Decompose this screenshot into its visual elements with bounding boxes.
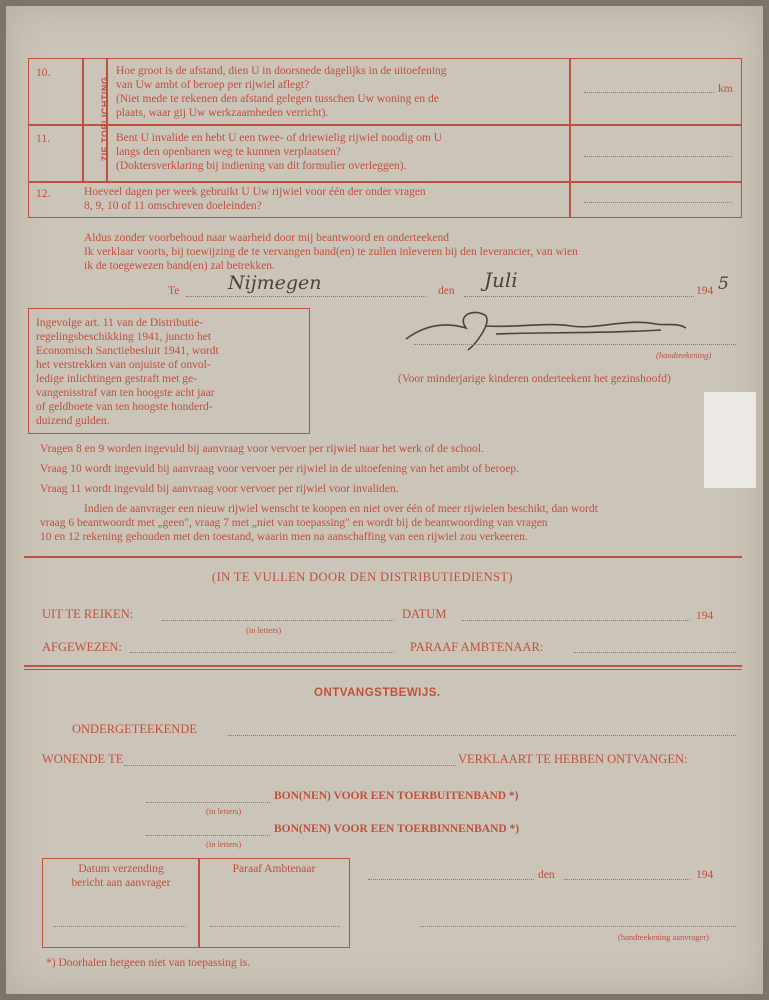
in-letters-caption: (in letters) [206, 839, 242, 849]
question-text: (Niet mede te rekenen den afstand gelegen tusschen Uw woning en de [116, 93, 439, 105]
handwritten-date: Juli [484, 268, 518, 292]
datum-label: DATUM [402, 607, 447, 621]
section-divider [24, 556, 742, 558]
dispatch-date-field[interactable] [54, 926, 186, 927]
signature-graphic [396, 304, 696, 354]
date-field[interactable] [464, 296, 694, 297]
in-letters-caption: (in letters) [246, 625, 282, 635]
receipt-den-label: den [538, 869, 555, 881]
receipt-heading: ONTVANGSTBEWIJS. [314, 687, 441, 699]
penalty-line: ledige inlichtingen gestraft met ge- [36, 373, 197, 385]
office-year: 194 [696, 610, 714, 622]
question-text: langs den openbaren weg te kunnen verplaatsen? [116, 146, 341, 158]
receipt-year: 194 [696, 869, 714, 881]
receipt-signature-field[interactable] [420, 926, 736, 927]
side-label: ZIE TOELICHTING [100, 76, 110, 162]
instruction-line: Vraag 11 wordt ingevuld bij aanvraag voor vervoer per rijwiel voor invaliden. [40, 483, 399, 495]
afgewezen-field[interactable] [130, 652, 394, 653]
dispatch-box-divider [198, 858, 200, 948]
penalty-line: regelingsbeschikking 1941, juncto het [36, 331, 212, 343]
bon-buiten-label: BON(NEN) VOOR EEN TOERBUITENBAND *) [274, 790, 519, 802]
dispatch-col2-header: Paraaf Ambtenaar [232, 863, 316, 875]
question-number: 12. [36, 188, 51, 200]
footnote: *) Doorhalen hetgeen niet van toepassing is. [46, 957, 251, 969]
question-text: Hoeveel dagen per week gebruikt U Uw rijwiel voor één der onder vragen [84, 186, 426, 198]
year-prefix: 194 [696, 285, 714, 297]
table-col-divider-answer [569, 58, 571, 218]
section-divider [24, 669, 742, 670]
in-letters-caption: (in letters) [206, 806, 242, 816]
note-line: vraag 6 beantwoordt met „geen", vraag 7 met „niet van toepassing" en wordt bij de beantwoording van vragen [40, 517, 548, 529]
paraaf-label: PARAAF AMBTENAAR: [410, 640, 544, 654]
dispatch-col1-header: Datum verzending bericht aan aanvrager [71, 863, 171, 889]
minor-note: (Voor minderjarige kinderen onderteekent het gezinshoofd) [398, 373, 671, 385]
declaration-line: Ik verklaar voorts, bij toewijzing de te vervangen band(en) te zullen inleveren bij den leverancier, van wien [84, 246, 578, 258]
declaration-line: Aldus zonder voorbehoud naar waarheid door mij beantwoord en onderteekend [84, 232, 450, 244]
table-row-divider [28, 181, 742, 183]
uit-te-reiken-label: UIT TE REIKEN: [42, 607, 134, 621]
answer-field-distance[interactable] [584, 92, 714, 93]
penalty-line: Economisch Sanctiebesluit 1941, wordt [36, 345, 219, 357]
wonende-te-field[interactable] [124, 765, 456, 766]
question-text: 8, 9, 10 of 11 omschreven doeleinden? [84, 200, 262, 212]
receipt-date-field[interactable] [564, 879, 690, 880]
afgewezen-label: AFGEWEZEN: [42, 640, 122, 654]
den-label: den [438, 285, 455, 297]
question-text: Hoe groot is de afstand, dien U in doorsnede dagelijks in de uitoefening [116, 65, 447, 77]
instruction-line: Vragen 8 en 9 worden ingevuld bij aanvraag voor vervoer per rijwiel naar het werk of de school. [40, 443, 484, 455]
penalty-line: vangenisstraf van ten hoogste acht jaar [36, 387, 215, 399]
bon-binnen-label: BON(NEN) VOOR EEN TOERBINNENBAND *) [274, 823, 520, 835]
signature-caption: (handteekening) [656, 350, 712, 360]
note-line: 10 en 12 rekening gehouden met den toestand, waarin men na aanschaffing van een rijwiel zou verkeeren. [40, 531, 528, 543]
question-text: van Uw ambt of beroep per rijwiel aflegt? [116, 79, 310, 91]
question-text: Bent U invalide en hebt U een twee- of driewielig rijwiel noodig om U [116, 132, 443, 144]
penalty-line: Ingevolge art. 11 van de Distributie- [36, 317, 203, 329]
answer-field-invalid[interactable] [584, 156, 732, 157]
question-number: 10. [36, 67, 51, 79]
penalty-line: duizend gulden. [36, 415, 110, 427]
paraaf-field[interactable] [574, 652, 736, 653]
question-text: plaats, waar gij Uw werkzaamheden verricht). [116, 107, 329, 119]
receipt-signature-caption: (handteekening aanvrager) [618, 932, 709, 942]
wonende-te-label: WONENDE TE [42, 752, 124, 766]
te-label: Te [168, 285, 180, 297]
verklaart-label: VERKLAART TE HEBBEN ONTVANGEN: [458, 752, 688, 766]
form-page [6, 6, 763, 994]
handwritten-year-digit: 5 [718, 274, 729, 294]
note-line: Indien de aanvrager een nieuw rijwiel wenscht te koopen en niet over één of meer rijwielen beschikt, dan wordt [84, 503, 598, 515]
ondergeteekende-label: ONDERGETEEKENDE [72, 722, 197, 736]
datum-field[interactable] [462, 620, 690, 621]
handwritten-place: Nijmegen [228, 272, 322, 294]
place-field[interactable] [186, 296, 426, 297]
penalty-line: of geldboete van ten hoogste honderd- [36, 401, 213, 413]
question-number: 11. [36, 133, 50, 145]
penalty-line: het verstrekken van onjuiste of onvol- [36, 359, 211, 371]
table-row-divider [28, 124, 742, 126]
bon-buiten-field[interactable] [146, 802, 270, 803]
ondergeteekende-field[interactable] [228, 735, 736, 736]
section-divider [24, 665, 742, 667]
tape-patch [704, 392, 756, 488]
receipt-place-field[interactable] [368, 879, 534, 880]
unit-label: km [718, 83, 733, 95]
bon-binnen-field[interactable] [146, 835, 270, 836]
signature-line[interactable] [414, 344, 736, 345]
instruction-line: Vraag 10 wordt ingevuld bij aanvraag voor vervoer per rijwiel in de uitoefening van het ambt of beroep. [40, 463, 519, 475]
dispatch-paraaf-field[interactable] [210, 926, 340, 927]
question-text: (Doktersverklaring bij indiening van dit formulier overleggen). [116, 160, 407, 172]
table-col-divider-num [82, 58, 84, 182]
uit-te-reiken-field[interactable] [162, 620, 394, 621]
answer-field-days[interactable] [584, 202, 732, 203]
declaration-line: ik de toegewezen band(en) zal betrekken. [84, 260, 275, 272]
office-heading: (IN TE VULLEN DOOR DEN DISTRIBUTIEDIENST) [212, 570, 513, 584]
